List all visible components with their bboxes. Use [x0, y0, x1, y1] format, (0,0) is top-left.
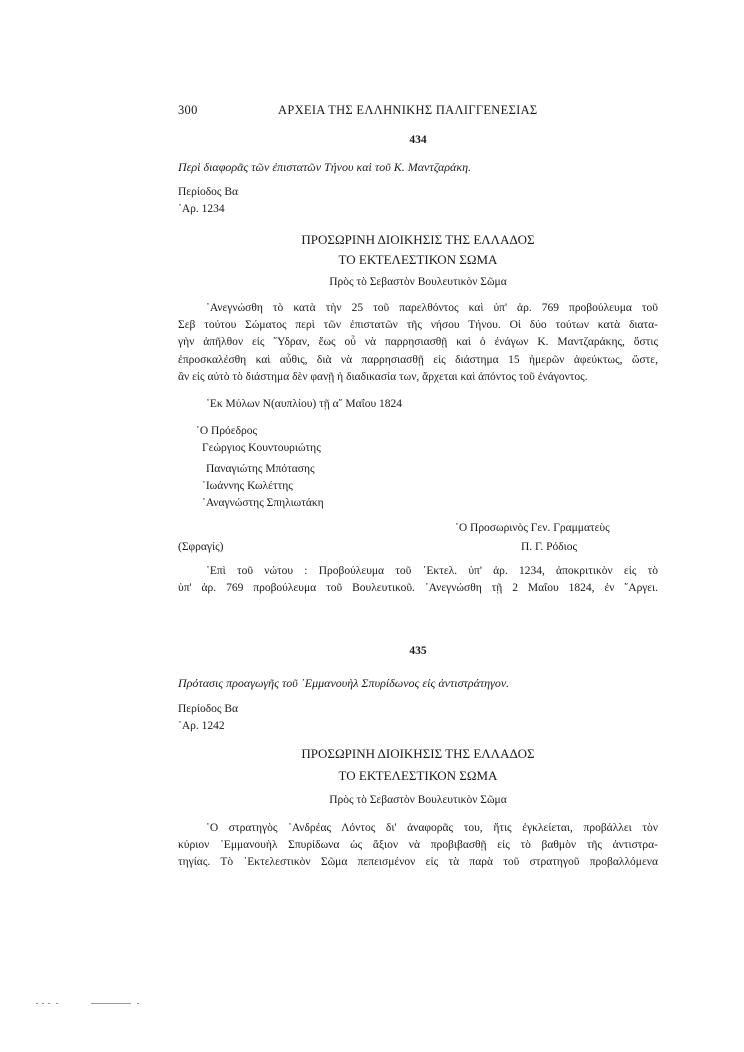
- period-434: Περίοδος Βα: [178, 186, 239, 198]
- document-number-435: 435: [409, 645, 427, 657]
- body-line: τηγίας. Τὸ ᾿Εκτελεστικὸν Σῶμα πεπεισμένον εἰς τὰ παρὰ τοῦ στρατηγοῦ προβαλλόμενα: [178, 856, 658, 869]
- authority-heading-434: ΠΡΟΣΩΡΙΝΗ ΔΙΟΙΚΗΣΙΣ ΤΗΣ ΕΛΛΑΔΟΣ: [301, 232, 535, 247]
- body-line: γὴν ἀπῆλθον εἰς ῞Υδραν, ἕως οὗ νὰ παρρησιασθῇ καὶ ὁ ἐνάγων Κ. Μαντζαράκης, ὅστις: [178, 336, 658, 349]
- signatory: Παναγιώτης Μπότασης: [206, 463, 315, 475]
- scan-mark: [137, 1003, 139, 1004]
- scan-mark: [42, 1003, 44, 1004]
- verso-line: ᾿Επὶ τοῦ νώτου : Προβούλευμα τοῦ ᾿Εκτελ. ὑπ' ἀρ. 1234, ἀποκριτικὸν εἰς τὸ: [206, 565, 658, 577]
- signatory: Γεώργιος Κουντουριώτης: [202, 442, 321, 454]
- seal-note: (Σφραγίς): [178, 541, 224, 553]
- body-line: κύριον ᾿Εμμανουὴλ Σπυρίδωνα ὡς ἄξιον νὰ προβιβασθῇ εἰς τὸ βαθμὸν τῆς ἀντιστρα-: [178, 839, 658, 852]
- place-date-434: ᾿Εκ Μύλων Ν(αυπλίου) τῇ α῎ Μαΐου 1824: [206, 398, 403, 410]
- secretary-title: ῾Ο Προσωρινὸς Γεν. Γραμματεὺς: [455, 522, 610, 534]
- signatory-president-title: ῾Ο Πρόεδρος: [196, 425, 258, 437]
- running-title: ΑΡΧΕΙΑ ΤΗΣ ΕΛΛΗΝΙΚΗΣ ΠΑΛΙΓΓΕΝΕΣΙΑΣ: [278, 103, 538, 117]
- addressee-434: Πρὸς τὸ Σεβαστὸν Βουλευτικὸν Σῶμα: [329, 276, 507, 288]
- body-paragraph-434: [178, 300, 658, 386]
- reference-number-434: ᾿Αρ. 1234: [178, 203, 225, 215]
- scan-mark: [36, 1003, 38, 1004]
- body-line: ᾿Ανεγνώσθη τὸ κατὰ τὴν 25 τοῦ παρελθόντος καὶ ὑπ' ἀρ. 769 προβούλευμα τοῦ: [206, 302, 658, 314]
- authority-subheading-434: ΤΟ ΕΚΤΕΛΕΣΤΙΚΟΝ ΣΩΜΑ: [338, 252, 498, 267]
- body-paragraph-435: [178, 820, 658, 872]
- document-subject-435: Πρότασις προαγωγῆς τοῦ ᾿Εμμανουὴλ Σπυρίδωνος εἰς ἀντιστράτηγον.: [178, 676, 510, 690]
- addressee-435: Πρὸς τὸ Σεβαστὸν Βουλευτικὸν Σῶμα: [329, 794, 507, 806]
- period-435: Περίοδος Βα: [178, 703, 239, 715]
- verso-line: ὑπ' ἀρ. 769 προβούλευμα τοῦ Βουλευτικοῦ. ᾿Ανεγνώσθη τῇ 2 Μαΐου 1824, ἐν ῎Αργει.: [178, 582, 658, 595]
- secretary-name: Π. Γ. Ρόδιος: [521, 541, 578, 553]
- authority-heading-435: ΠΡΟΣΩΡΙΝΗ ΔΙΟΙΚΗΣΙΣ ΤΗΣ ΕΛΛΑΔΟΣ: [301, 746, 535, 761]
- body-line: ἂν εἰς αὐτὸ τὸ διάστημα δὲν φανῇ ἡ διαδικασία των, ἄρχεται καὶ ἀπόντος τοῦ ἐνάγοντος.: [178, 370, 588, 383]
- scan-mark: [56, 1003, 58, 1004]
- authority-subheading-435: ΤΟ ΕΚΤΕΛΕΣΤΙΚΟΝ ΣΩΜΑ: [338, 768, 498, 783]
- signatory: ᾿Ιωάννης Κωλέττης: [202, 480, 293, 492]
- body-line: ἐπροσκαλέσθη καὶ αὖθις, διὰ νὰ παρρησιασθῇ εἰς διάστημα 15 ἡμερῶν ἀφεύκτως, ὥστε,: [178, 353, 658, 366]
- body-line: Σεβ τούτου Σώματος περὶ τῶν ἐπιστατῶν τῆς νήσου Τήνου. Οἱ δύο τούτων κατὰ διατα-: [178, 319, 658, 332]
- body-line: ῾Ο στρατηγὸς ᾿Ανδρέας Λόντος δι' ἀναφορᾶς του, ἥτις ἐγκλείεται, προβάλλει τὸν: [206, 822, 658, 834]
- scan-mark: [48, 1003, 50, 1004]
- reference-number-435: ᾿Αρ. 1242: [178, 720, 225, 732]
- document-subject-434: Περὶ διαφορᾶς τῶν ἐπιστατῶν Τήνου καὶ τοῦ Κ. Μαντζαράκη.: [178, 160, 472, 174]
- scan-mark: [91, 1003, 131, 1004]
- verso-note-434: [178, 563, 658, 597]
- document-number-434: 434: [409, 134, 427, 146]
- page-number: 300: [178, 103, 198, 117]
- signatory: ᾿Αναγνώστης Σπηλιωτάκη: [202, 497, 324, 509]
